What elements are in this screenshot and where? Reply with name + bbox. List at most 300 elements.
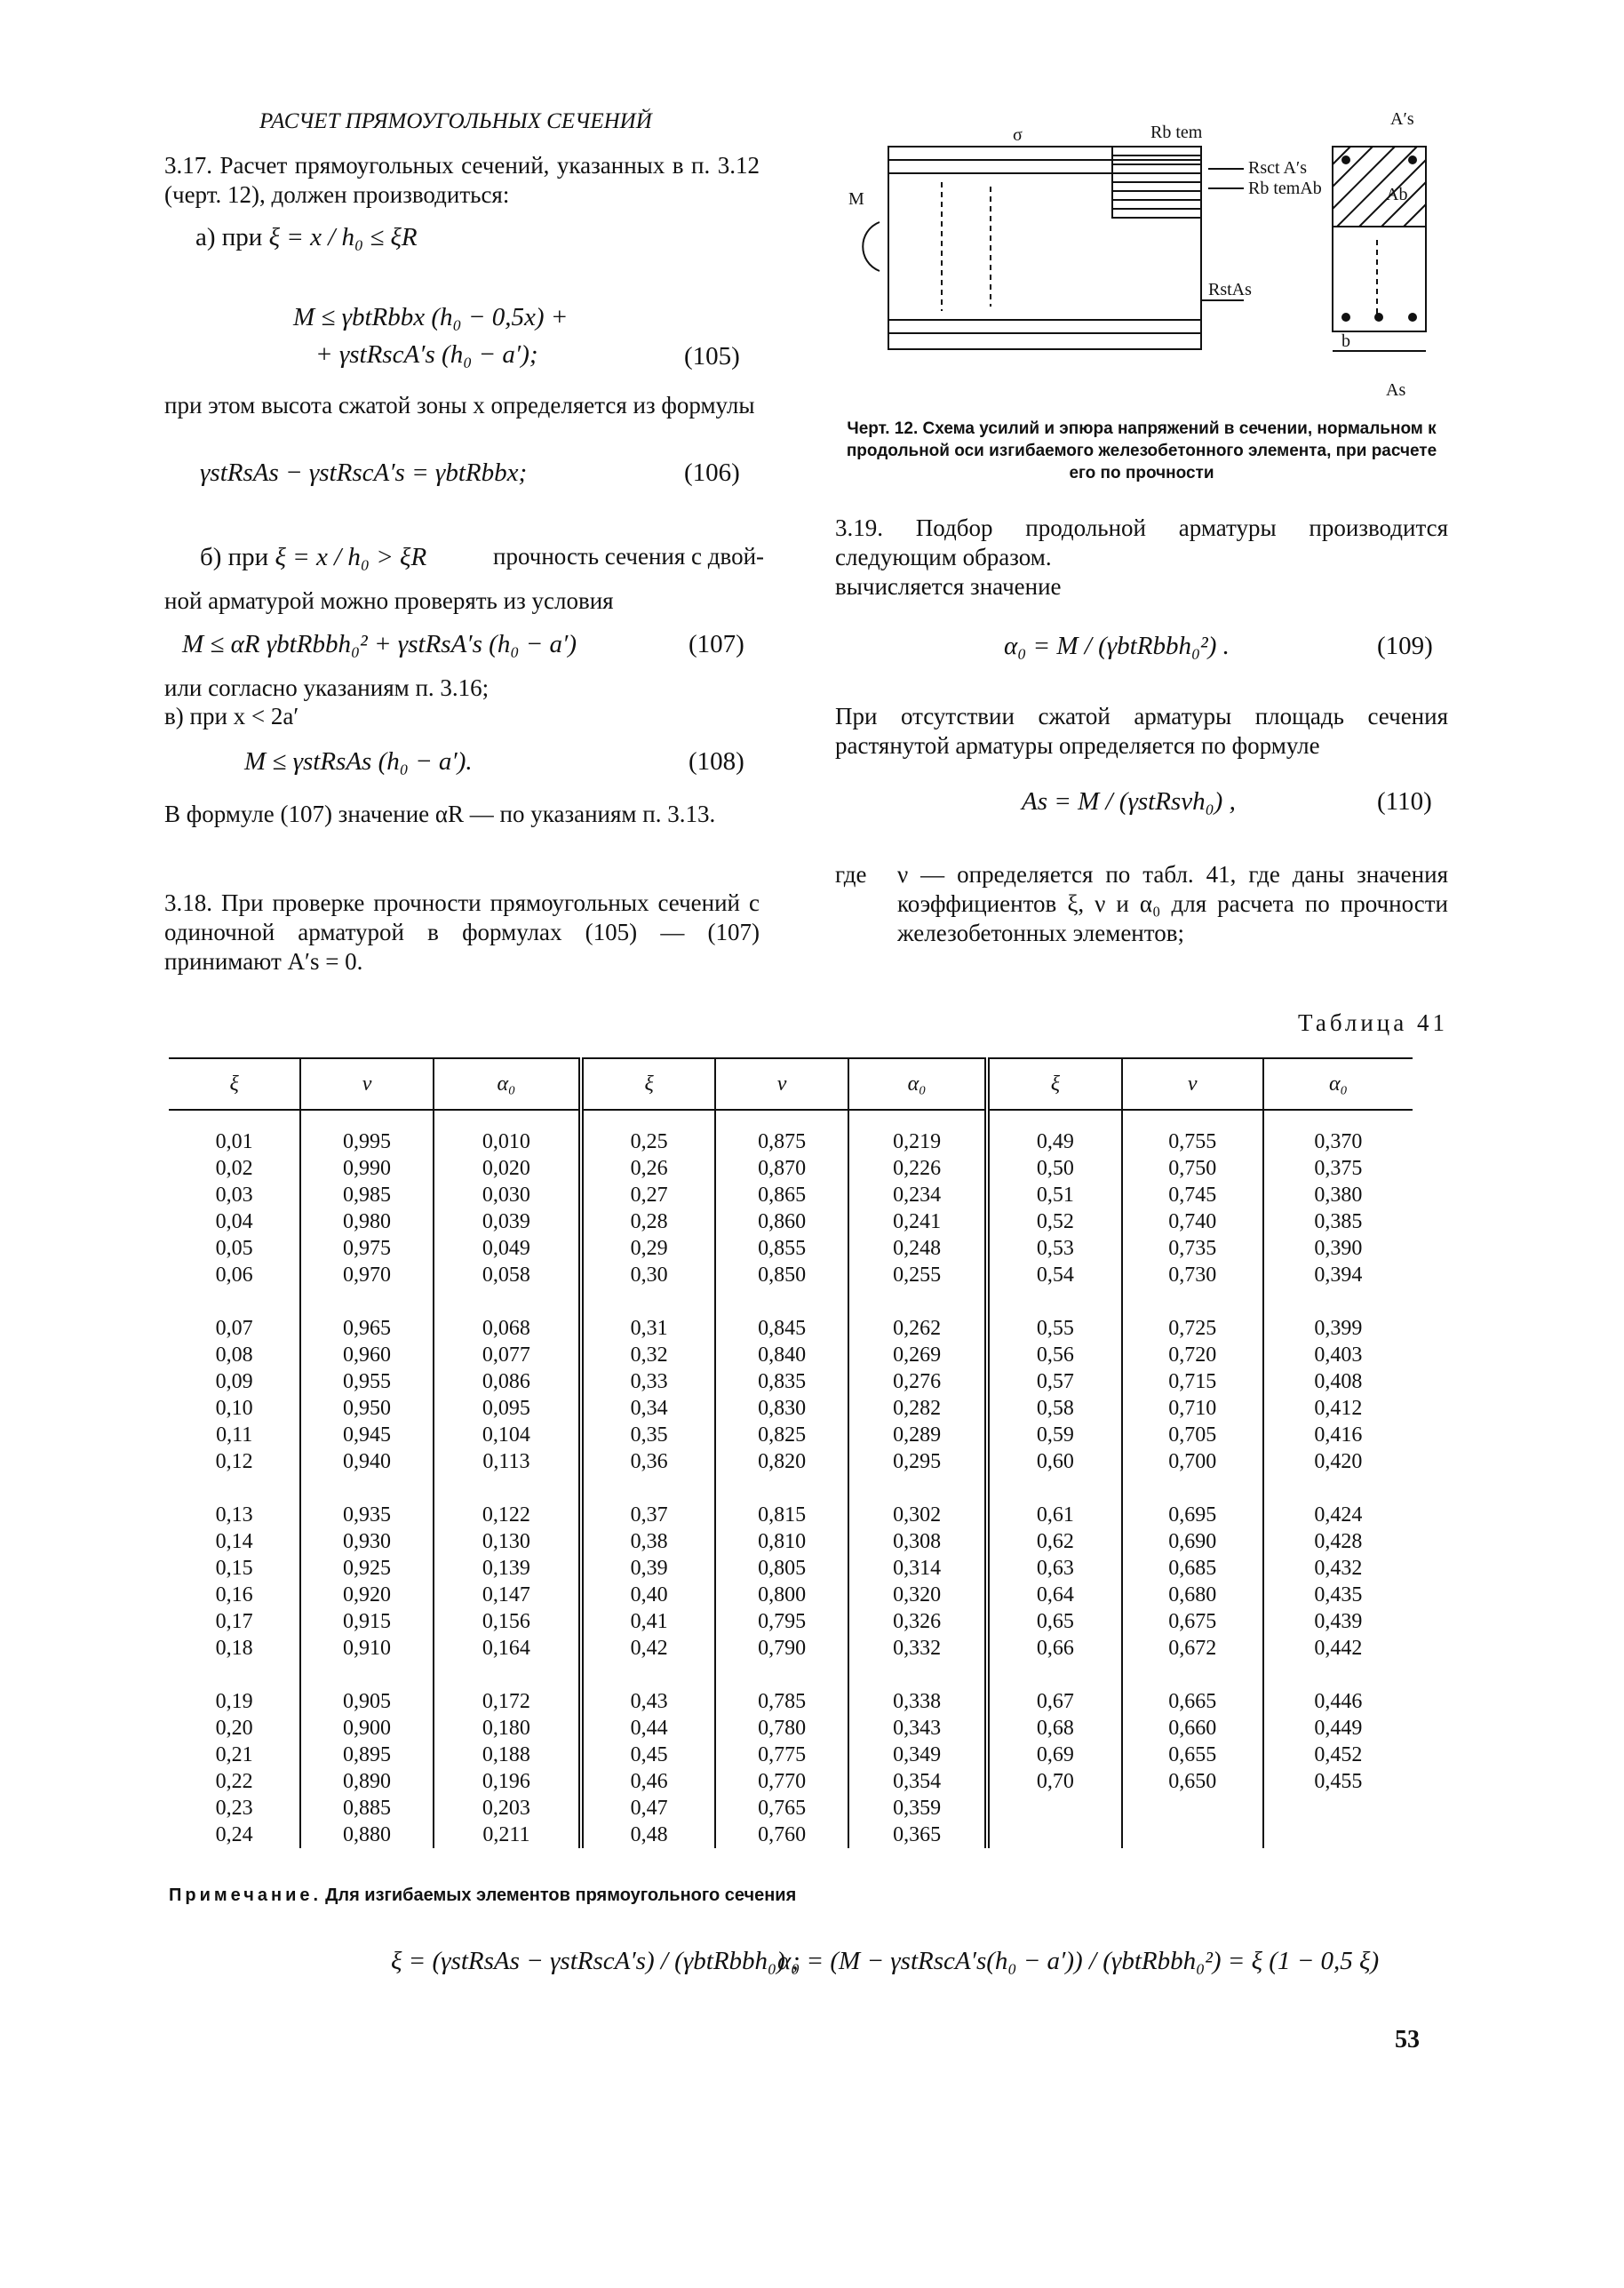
table-cell: 0,172 <box>434 1688 581 1715</box>
table-cell: 0,720 <box>1122 1342 1263 1368</box>
formula-109: α₀ = M / (γbtRbbh₀²) . <box>1004 632 1230 660</box>
table-cell: 0,860 <box>715 1208 848 1235</box>
section-heading: РАСЧЕТ ПРЯМОУГОЛЬНЫХ СЕЧЕНИЙ <box>259 109 652 133</box>
formula-109-number: (109) <box>1377 632 1433 660</box>
table-cell: 0,48 <box>581 1822 715 1848</box>
table-row <box>169 1448 1413 1475</box>
formula-105-line1: M ≤ γbtRbbx (h₀ − 0,5x) + <box>293 303 569 331</box>
table-cell: 0,22 <box>215 1770 253 1793</box>
table-cell: 0,660 <box>1122 1715 1263 1742</box>
fig-label-m: M <box>848 189 864 209</box>
table-cell: 0,289 <box>848 1422 987 1448</box>
table-cell: 0,850 <box>715 1262 848 1288</box>
table-cell: 0,52 <box>987 1208 1121 1235</box>
table-row <box>169 1822 1413 1848</box>
table-row <box>169 1768 1413 1795</box>
table-cell: 0,745 <box>1122 1182 1263 1208</box>
table-row <box>169 1582 1413 1608</box>
table-cell: 0,077 <box>434 1342 581 1368</box>
table-cell: 0,650 <box>1122 1768 1263 1795</box>
table-cell: 0,31 <box>581 1315 715 1342</box>
table-cell: 0,43 <box>581 1688 715 1715</box>
header-alpha: α₀ <box>848 1058 987 1110</box>
table-cell: 0,680 <box>1122 1582 1263 1608</box>
table-cell: 0,24 <box>215 1823 253 1846</box>
table-cell: 0,740 <box>1122 1208 1263 1235</box>
table-cell <box>1122 1822 1263 1848</box>
table-cell: 0,68 <box>987 1715 1121 1742</box>
table-cell: 0,113 <box>434 1448 581 1475</box>
table-cell: 0,42 <box>581 1635 715 1662</box>
table-cell: 0,147 <box>434 1582 581 1608</box>
table-cell: 0,203 <box>434 1795 581 1822</box>
table-cell: 0,66 <box>987 1635 1121 1662</box>
table-cell: 0,09 <box>215 1370 253 1393</box>
table-cell: 0,365 <box>848 1822 987 1848</box>
table-cell: 0,06 <box>215 1264 253 1287</box>
table-cell: 0,255 <box>848 1262 987 1288</box>
table-cell: 0,65 <box>987 1608 1121 1635</box>
compressed-zone-text: при этом высота сжатой зоны x определяется из формулы <box>164 392 755 419</box>
table-cell: 0,04 <box>215 1210 253 1233</box>
header-xi: ξ <box>581 1058 715 1110</box>
table-title: Таблица 41 <box>1298 1009 1448 1036</box>
table-cell: 0,439 <box>1263 1608 1413 1635</box>
table-cell: 0,16 <box>215 1583 253 1606</box>
table-cell: 0,50 <box>987 1155 1121 1182</box>
table-cell: 0,25 <box>581 1128 715 1155</box>
table-cell: 0,980 <box>300 1208 434 1235</box>
table-cell: 0,394 <box>1263 1262 1413 1288</box>
fig-label-rbtemab: Rb temAb <box>1248 179 1322 198</box>
header-xi: ξ <box>229 1072 239 1096</box>
table-cell: 0,865 <box>715 1182 848 1208</box>
table-cell: 0,37 <box>581 1502 715 1528</box>
fig-label-rbtem: Rb tem <box>1150 123 1203 142</box>
group-spacer <box>169 1110 1413 1128</box>
table-cell: 0,970 <box>300 1262 434 1288</box>
table-cell: 0,870 <box>715 1155 848 1182</box>
table-cell: 0,390 <box>1263 1235 1413 1262</box>
table-row <box>169 1182 1413 1208</box>
fig-label-as-prime: A′s <box>1390 109 1414 129</box>
table-cell: 0,995 <box>300 1128 434 1155</box>
table-cell: 0,975 <box>300 1235 434 1262</box>
table-cell: 0,695 <box>1122 1502 1263 1528</box>
table-cell: 0,020 <box>434 1155 581 1182</box>
table-cell: 0,57 <box>987 1368 1121 1395</box>
table-cell: 0,164 <box>434 1635 581 1662</box>
table-cell: 0,139 <box>434 1555 581 1582</box>
table-cell: 0,910 <box>300 1635 434 1662</box>
table-cell: 0,30 <box>581 1262 715 1288</box>
table-cell: 0,54 <box>987 1262 1121 1288</box>
table-cell: 0,21 <box>215 1743 253 1766</box>
table-cell: 0,11 <box>216 1423 253 1447</box>
table-cell: 0,49 <box>987 1128 1121 1155</box>
table-cell: 0,12 <box>215 1450 253 1473</box>
table-cell: 0,820 <box>715 1448 848 1475</box>
table-cell: 0,18 <box>215 1637 253 1660</box>
table-cell: 0,835 <box>715 1368 848 1395</box>
table-cell: 0,320 <box>848 1582 987 1608</box>
table-row <box>169 1155 1413 1182</box>
table-cell: 0,930 <box>300 1528 434 1555</box>
table-cell: 0,19 <box>215 1690 253 1713</box>
formula-105-line2: + γstRscA′s (h₀ − a′); <box>315 340 538 369</box>
table-cell: 0,885 <box>300 1795 434 1822</box>
table-cell: 0,455 <box>1263 1768 1413 1795</box>
table-cell: 0,226 <box>848 1155 987 1182</box>
table-cell: 0,29 <box>581 1235 715 1262</box>
table-cell: 0,935 <box>300 1502 434 1528</box>
table-row <box>169 1422 1413 1448</box>
table-cell: 0,735 <box>1122 1235 1263 1262</box>
header-xi: ξ <box>987 1058 1121 1110</box>
table-cell: 0,765 <box>715 1795 848 1822</box>
table-cell: 0,70 <box>987 1768 1121 1795</box>
table-cell: 0,690 <box>1122 1528 1263 1555</box>
table-row <box>169 1262 1413 1288</box>
formula-108-number: (108) <box>689 747 744 776</box>
page-number: 53 <box>1395 2026 1420 2053</box>
table-cell: 0,428 <box>1263 1528 1413 1555</box>
case-a-formula: ξ = x / h₀ ≤ ξR <box>268 223 418 251</box>
case-b-text2: ной арматурой можно проверять из условия <box>164 587 614 614</box>
table-cell: 0,02 <box>215 1157 253 1180</box>
fig-label-sigma: σ <box>1013 125 1023 145</box>
table-cell: 0,354 <box>848 1768 987 1795</box>
table-cell: 0,60 <box>987 1448 1121 1475</box>
table-cell: 0,32 <box>581 1342 715 1368</box>
table-cell: 0,672 <box>1122 1635 1263 1662</box>
table-cell: 0,830 <box>715 1395 848 1422</box>
table-cell: 0,058 <box>434 1262 581 1288</box>
table-cell: 0,760 <box>715 1822 848 1848</box>
table-cell: 0,049 <box>434 1235 581 1262</box>
header-alpha: α₀ <box>434 1058 581 1110</box>
table-cell: 0,665 <box>1122 1688 1263 1715</box>
table-cell: 0,945 <box>300 1422 434 1448</box>
table-cell: 0,855 <box>715 1235 848 1262</box>
table-cell: 0,104 <box>434 1422 581 1448</box>
table-cell: 0,46 <box>581 1768 715 1795</box>
group-spacer <box>169 1662 1413 1688</box>
table-cell: 0,449 <box>1263 1715 1413 1742</box>
table-row <box>169 1395 1413 1422</box>
table-row <box>169 1608 1413 1635</box>
table-cell: 0,47 <box>581 1795 715 1822</box>
ref-316: или согласно указаниям п. 3.16; <box>164 674 490 701</box>
formula-110: As = M / (γstRsνh₀) , <box>1022 787 1236 816</box>
table-cell: 0,068 <box>434 1315 581 1342</box>
nu-definition: ν — определяется по табл. 41, где даны значения коэффициентов ξ, ν и α₀ для расчета по прочности железобетонных элементов; <box>897 861 1448 946</box>
table-cell: 0,010 <box>434 1128 581 1155</box>
table-row <box>169 1688 1413 1715</box>
table-cell: 0,940 <box>300 1448 434 1475</box>
table-cell: 0,785 <box>715 1688 848 1715</box>
table-cell: 0,326 <box>848 1608 987 1635</box>
table-cell: 0,332 <box>848 1635 987 1662</box>
formula-110-number: (110) <box>1377 787 1432 816</box>
calc-text: вычисляется значение <box>835 573 1062 600</box>
table-cell: 0,399 <box>1263 1315 1413 1342</box>
table-cell: 0,17 <box>215 1610 253 1633</box>
table-row <box>169 1555 1413 1582</box>
table-cell: 0,424 <box>1263 1502 1413 1528</box>
table-cell: 0,61 <box>987 1502 1121 1528</box>
formula-105-number: (105) <box>684 342 740 371</box>
table-cell: 0,67 <box>987 1688 1121 1715</box>
table-cell: 0,825 <box>715 1422 848 1448</box>
table-cell: 0,950 <box>300 1395 434 1422</box>
table-cell: 0,308 <box>848 1528 987 1555</box>
table-row <box>169 1528 1413 1555</box>
case-b-formula: ξ = x / h₀ > ξR <box>275 543 427 571</box>
alpha-r-text: В формуле (107) значение αR — по указаниям п. 3.13. <box>164 801 716 827</box>
case-a <box>195 222 418 252</box>
table-row <box>169 1368 1413 1395</box>
table-cell: 0,282 <box>848 1395 987 1422</box>
table-cell: 0,685 <box>1122 1555 1263 1582</box>
table-cell: 0,780 <box>715 1715 848 1742</box>
table-cell: 0,675 <box>1122 1608 1263 1635</box>
case-b-label: б) при <box>200 543 269 571</box>
table-cell <box>987 1822 1121 1848</box>
table-cell: 0,26 <box>581 1155 715 1182</box>
fig-label-as: As <box>1386 380 1406 400</box>
table-cell: 0,095 <box>434 1395 581 1422</box>
table-cell: 0,03 <box>215 1184 253 1207</box>
table-row <box>169 1502 1413 1528</box>
table-cell: 0,343 <box>848 1715 987 1742</box>
table-cell: 0,219 <box>848 1128 987 1155</box>
table-row <box>169 1208 1413 1235</box>
table-cell: 0,39 <box>581 1555 715 1582</box>
note-text: Для изгибаемых элементов прямоугольного сечения <box>325 1885 797 1905</box>
table-cell: 0,122 <box>434 1502 581 1528</box>
table-cell: 0,241 <box>848 1208 987 1235</box>
fig-label-rsct: Rsct A′s <box>1248 158 1308 178</box>
table-cell: 0,01 <box>215 1130 253 1153</box>
table-cell: 0,990 <box>300 1155 434 1182</box>
paragraph-3-18: 3.18. При проверке прочности прямоугольных сечений с одиночной арматурой в формулах (105) — (107) принимают A′s = 0. <box>164 889 760 975</box>
table-cell: 0,905 <box>300 1688 434 1715</box>
table-cell: 0,314 <box>848 1555 987 1582</box>
table-cell: 0,770 <box>715 1768 848 1795</box>
table-cell: 0,295 <box>848 1448 987 1475</box>
formula-108: M ≤ γstRsAs (h₀ − a′). <box>244 747 473 776</box>
table-cell: 0,895 <box>300 1742 434 1768</box>
table-cell: 0,59 <box>987 1422 1121 1448</box>
table-41 <box>169 1057 1413 1848</box>
table-cell: 0,27 <box>581 1182 715 1208</box>
formula-106-number: (106) <box>684 458 740 487</box>
table-cell: 0,755 <box>1122 1128 1263 1155</box>
table-cell: 0,435 <box>1263 1582 1413 1608</box>
table-cell: 0,960 <box>300 1342 434 1368</box>
table-cell: 0,086 <box>434 1368 581 1395</box>
table-cell: 0,276 <box>848 1368 987 1395</box>
table-cell: 0,349 <box>848 1742 987 1768</box>
table-cell: 0,795 <box>715 1608 848 1635</box>
table-cell: 0,69 <box>987 1742 1121 1768</box>
formula-107: M ≤ αR γbtRbbh₀² + γstRsA′s (h₀ − a′) <box>182 630 577 658</box>
table-cell: 0,07 <box>215 1317 253 1340</box>
table-cell: 0,845 <box>715 1315 848 1342</box>
table-cell: 0,35 <box>581 1422 715 1448</box>
table-row <box>169 1742 1413 1768</box>
table-cell: 0,815 <box>715 1502 848 1528</box>
table-row <box>169 1715 1413 1742</box>
table-cell: 0,920 <box>300 1582 434 1608</box>
table-cell: 0,039 <box>434 1208 581 1235</box>
table-cell: 0,262 <box>848 1315 987 1342</box>
table-cell <box>987 1795 1121 1822</box>
table-cell: 0,810 <box>715 1528 848 1555</box>
table-cell: 0,955 <box>300 1368 434 1395</box>
table-cell: 0,58 <box>987 1395 1121 1422</box>
table-cell <box>1263 1795 1413 1822</box>
figure-12-caption: Черт. 12. Схема усилий и эпюра напряжений в сечении, нормальном к продольной оси изгибаемого железобетонного элемента, при расчете его по прочности <box>846 419 1437 482</box>
table-cell: 0,655 <box>1122 1742 1263 1768</box>
table-cell: 0,416 <box>1263 1422 1413 1448</box>
case-b <box>200 542 426 572</box>
table-cell: 0,10 <box>215 1397 253 1420</box>
table-cell: 0,36 <box>581 1448 715 1475</box>
table-cell <box>1122 1795 1263 1822</box>
header-alpha: α₀ <box>1263 1058 1413 1110</box>
table-cell: 0,985 <box>300 1182 434 1208</box>
table-cell: 0,44 <box>581 1715 715 1742</box>
header-nu: ν <box>1122 1058 1263 1110</box>
table-cell: 0,156 <box>434 1608 581 1635</box>
note-formula-alpha: α₀ = (M − γstRscA′s(h₀ − a′)) / (γbtRbbh₀²) = ξ (1 − 0,5 ξ) <box>777 1947 1380 1975</box>
table-cell: 0,420 <box>1263 1448 1413 1475</box>
paragraph-3-17: 3.17. Расчет прямоугольных сечений, указанных в п. 3.12 (черт. 12), должен производиться: <box>164 152 760 208</box>
table-cell: 0,188 <box>434 1742 581 1768</box>
table-cell: 0,705 <box>1122 1422 1263 1448</box>
note-label: Примечание. <box>169 1885 322 1905</box>
table-cell: 0,442 <box>1263 1635 1413 1662</box>
table-row <box>169 1315 1413 1342</box>
table-cell: 0,56 <box>987 1342 1121 1368</box>
table-cell: 0,380 <box>1263 1182 1413 1208</box>
table-cell: 0,62 <box>987 1528 1121 1555</box>
area-text: При отсутствии сжатой арматуры площадь сечения растянутой арматуры определяется по формуле <box>835 703 1448 759</box>
table-cell: 0,710 <box>1122 1395 1263 1422</box>
table-cell: 0,08 <box>215 1343 253 1367</box>
formula-107-number: (107) <box>689 630 744 658</box>
case-b-text1: прочность сечения с двой- <box>493 543 765 570</box>
table-cell: 0,375 <box>1263 1155 1413 1182</box>
header-nu: ν <box>715 1058 848 1110</box>
table-cell: 0,248 <box>848 1235 987 1262</box>
table-cell: 0,452 <box>1263 1742 1413 1768</box>
group-spacer <box>169 1475 1413 1502</box>
group-spacer <box>169 1288 1413 1315</box>
header-nu: ν <box>300 1058 434 1110</box>
paragraph-3-19: 3.19. Подбор продольной арматуры производится следующим образом. <box>835 514 1448 570</box>
table-cell: 0,51 <box>987 1182 1121 1208</box>
table-cell: 0,14 <box>215 1530 253 1553</box>
table-row <box>169 1342 1413 1368</box>
table-cell: 0,840 <box>715 1342 848 1368</box>
table-cell: 0,180 <box>434 1715 581 1742</box>
table-note <box>169 1885 1413 1906</box>
table-cell: 0,53 <box>987 1235 1121 1262</box>
table-cell: 0,403 <box>1263 1342 1413 1368</box>
table-cell: 0,408 <box>1263 1368 1413 1395</box>
table-cell: 0,15 <box>215 1557 253 1580</box>
table-cell: 0,370 <box>1263 1128 1413 1155</box>
table-cell: 0,965 <box>300 1315 434 1342</box>
table-cell: 0,700 <box>1122 1448 1263 1475</box>
table-cell: 0,800 <box>715 1582 848 1608</box>
table-cell: 0,196 <box>434 1768 581 1795</box>
table-cell: 0,20 <box>215 1717 253 1740</box>
table-cell: 0,805 <box>715 1555 848 1582</box>
table-cell <box>1263 1822 1413 1848</box>
table-cell: 0,211 <box>434 1822 581 1848</box>
note-formula-xi: ξ = (γstRsAs − γstRscA′s) / (γbtRbbh₀) ; <box>391 1947 800 1975</box>
table-cell: 0,925 <box>300 1555 434 1582</box>
table-cell: 0,446 <box>1263 1688 1413 1715</box>
case-a-label: а) при <box>195 223 263 251</box>
table-cell: 0,33 <box>581 1368 715 1395</box>
table-cell: 0,775 <box>715 1742 848 1768</box>
table-cell: 0,13 <box>215 1503 253 1527</box>
table-row <box>169 1635 1413 1662</box>
table-row <box>169 1128 1413 1155</box>
table-cell: 0,725 <box>1122 1315 1263 1342</box>
table-cell: 0,790 <box>715 1635 848 1662</box>
table-cell: 0,432 <box>1263 1555 1413 1582</box>
table-cell: 0,359 <box>848 1795 987 1822</box>
table-cell: 0,880 <box>300 1822 434 1848</box>
table-cell: 0,05 <box>215 1237 253 1260</box>
case-c: в) при x < 2a′ <box>164 703 299 729</box>
table-cell: 0,915 <box>300 1608 434 1635</box>
table-cell: 0,338 <box>848 1688 987 1715</box>
table-cell: 0,64 <box>987 1582 1121 1608</box>
fig-label-rstas: RstAs <box>1208 280 1252 299</box>
table-cell: 0,234 <box>848 1182 987 1208</box>
table-cell: 0,412 <box>1263 1395 1413 1422</box>
table-cell: 0,030 <box>434 1182 581 1208</box>
table-cell: 0,890 <box>300 1768 434 1795</box>
table-cell: 0,34 <box>581 1395 715 1422</box>
fig-label-b: b <box>1341 331 1350 351</box>
table-cell: 0,38 <box>581 1528 715 1555</box>
table-cell: 0,875 <box>715 1128 848 1155</box>
table-cell: 0,269 <box>848 1342 987 1368</box>
fig-label-ab: Ab <box>1386 185 1408 204</box>
table-cell: 0,23 <box>215 1797 253 1820</box>
table-cell: 0,750 <box>1122 1155 1263 1182</box>
table-cell: 0,130 <box>434 1528 581 1555</box>
table-cell: 0,63 <box>987 1555 1121 1582</box>
table-cell: 0,385 <box>1263 1208 1413 1235</box>
table-cell: 0,55 <box>987 1315 1121 1342</box>
table-cell: 0,40 <box>581 1582 715 1608</box>
table-cell: 0,45 <box>581 1742 715 1768</box>
figure-12-diagram <box>844 107 1430 409</box>
table-row <box>169 1795 1413 1822</box>
table-cell: 0,715 <box>1122 1368 1263 1395</box>
table-cell: 0,900 <box>300 1715 434 1742</box>
table-cell: 0,28 <box>581 1208 715 1235</box>
